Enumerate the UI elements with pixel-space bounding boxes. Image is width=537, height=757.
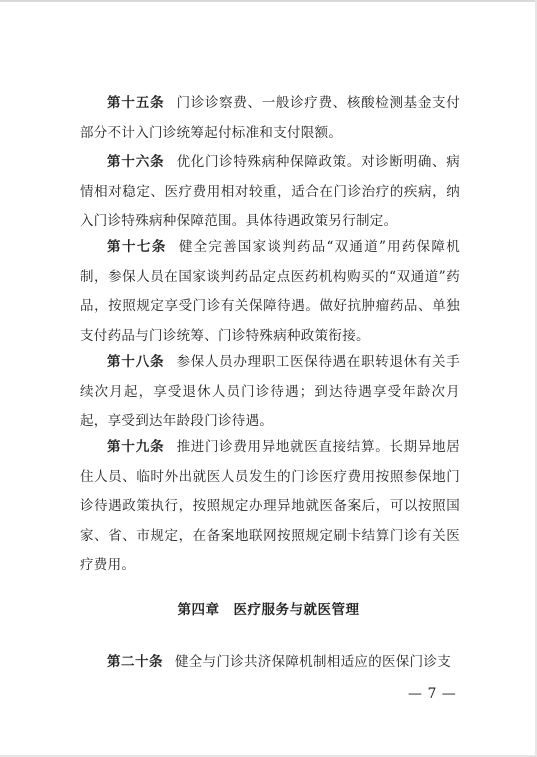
article-text: 门诊诊察费、一般诊疗费、核酸检测基金支付部分不计入门诊统筹起付标准和支付限额。 xyxy=(80,95,461,141)
article-number: 第十七条 xyxy=(107,239,167,255)
article-text: 健全与门诊共济保障机制相适应的医保门诊支 xyxy=(175,654,451,670)
article-number: 第十九条 xyxy=(107,439,165,455)
article-text: 推进门诊费用异地就医直接结算。长期异地居住人员、临时外出就医人员发生的门诊医疗费用按照参保地门诊待遇政策执行，按照规定办理异地就医备案后，可以按照国家、省、市规定，在备案地联网按照规定刷卡结算门诊有关医疗费用。 xyxy=(80,439,461,573)
page-number: — 7 — xyxy=(408,686,457,702)
article-number: 第二十条 xyxy=(107,654,163,670)
article-19 xyxy=(80,433,460,581)
article-text: 优化门诊特殊病种保障政策。对诊断明确、病情相对稳定、医疗费用相对较重，适合在门诊治疗的疾病，纳入门诊特殊病种保障范围。具体待遇政策另行制定。 xyxy=(80,154,461,229)
article-17 xyxy=(80,233,460,351)
article-15 xyxy=(80,89,460,148)
article-number: 第十五条 xyxy=(107,95,165,111)
article-text: 健全完善国家谈判药品“双通道”用药保障机制，参保人员在国家谈判药品定点医药机构购买的“双通道”药品，按照规定享受门诊有关保障待遇。做好抗肿瘤药品、单独支付药品与门诊统筹、门诊特殊病种政策衔接。 xyxy=(80,239,460,344)
article-text: 参保人员办理职工医保待遇在职转退休有关手续次月起，享受退休人员门诊待遇；到达待遇享受年龄次月起，享受到达年龄段门诊待遇。 xyxy=(80,354,461,429)
chapter-heading xyxy=(0,596,537,625)
chapter-title: 医疗服务与就医管理 xyxy=(233,602,360,618)
chapter-number: 第四章 xyxy=(177,602,220,618)
article-20 xyxy=(80,648,460,678)
page-edge-top xyxy=(0,0,537,2)
article-number: 第十六条 xyxy=(107,154,165,170)
article-18 xyxy=(80,348,460,437)
article-number: 第十八条 xyxy=(107,354,165,370)
article-16 xyxy=(80,148,460,237)
